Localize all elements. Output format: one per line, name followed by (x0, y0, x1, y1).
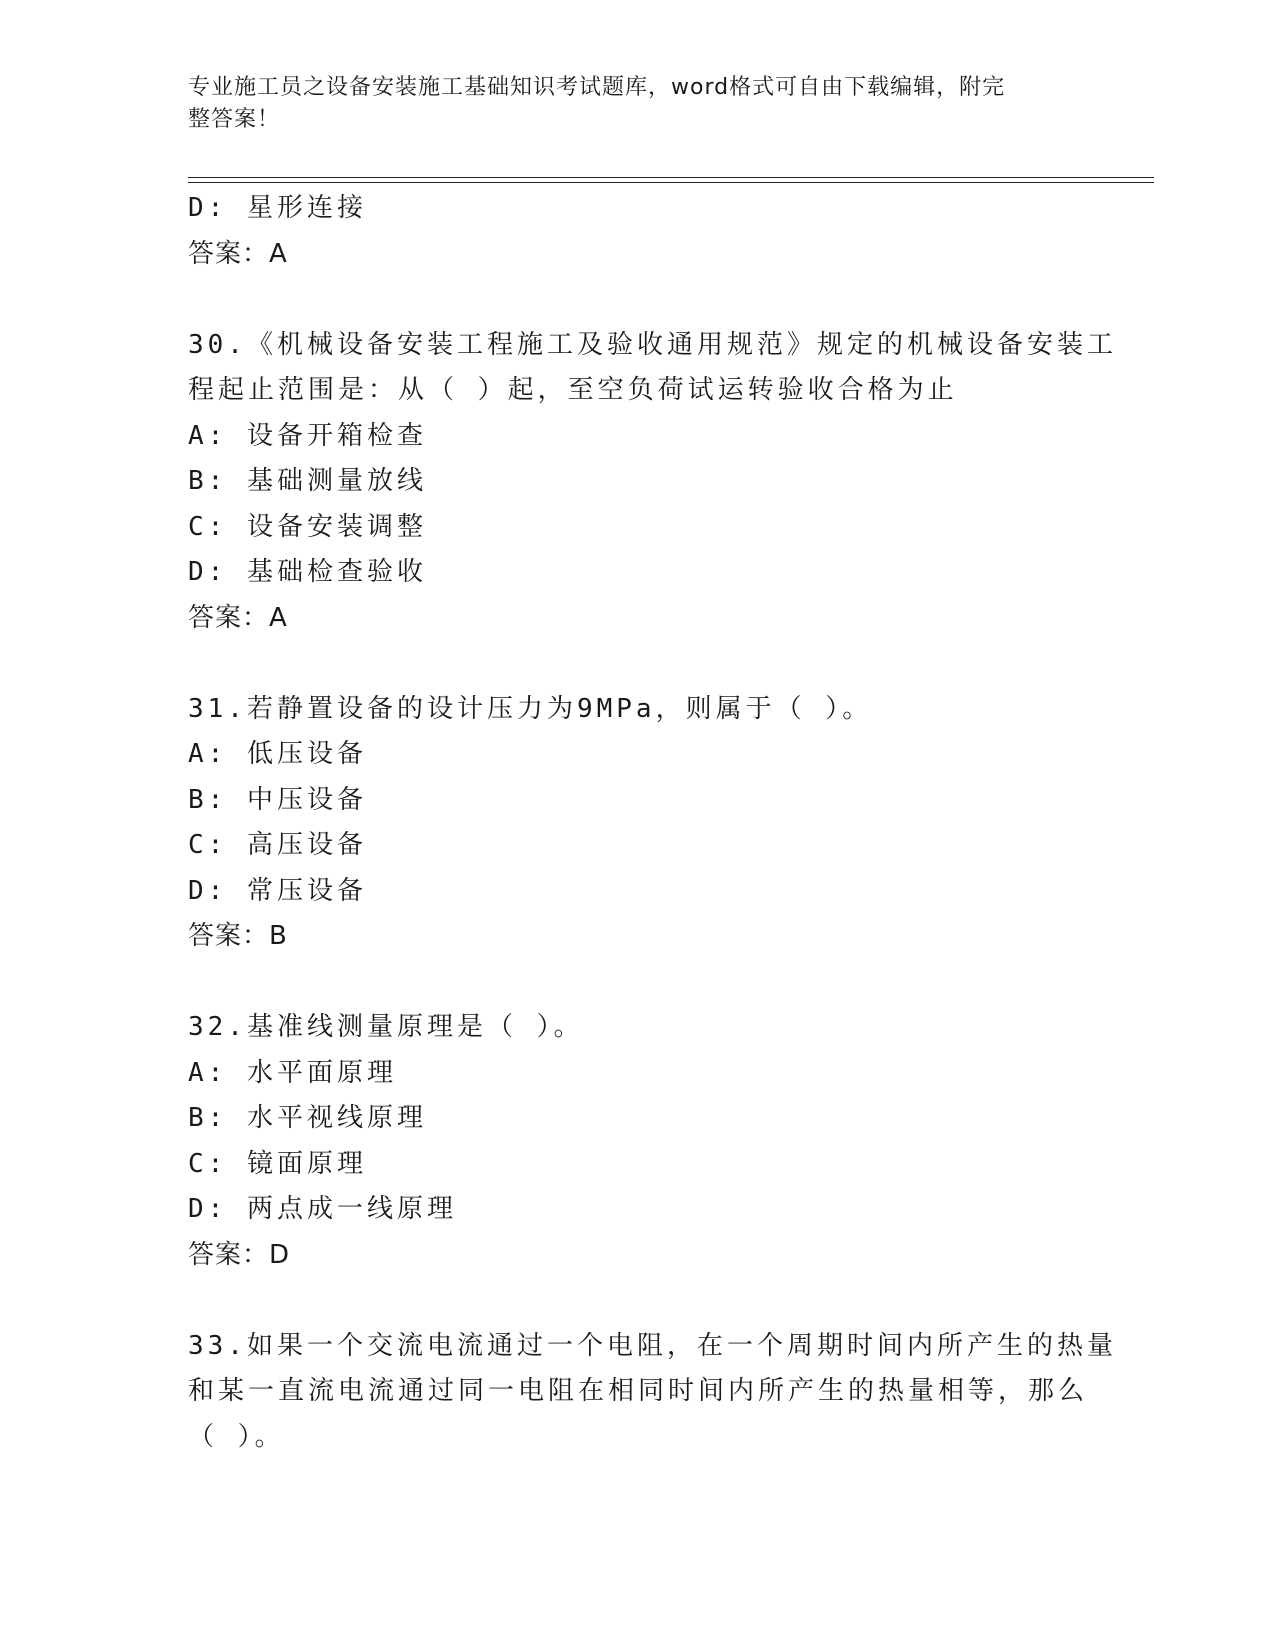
question-stem: 程起止范围是：从（ ）起，至空负荷试运转验收合格为止 (188, 375, 958, 405)
option-d: D: 两点成一线原理 (188, 1194, 457, 1224)
header-divider-top (188, 177, 1154, 178)
option-d: D: 星形连接 (188, 193, 367, 223)
option-b: B: 中压设备 (188, 784, 367, 815)
question-spacer (188, 960, 1088, 1006)
question-stem: 和某一直流电流通过同一电阻在相同时间内所产生的热量相等，那么 (188, 1376, 1089, 1406)
option-b: B: 水平视线原理 (188, 1103, 427, 1133)
question-29-tail (188, 186, 1088, 277)
answer-line: 答案：D (188, 1239, 291, 1270)
option-a: A: 低压设备 (188, 739, 367, 769)
option-a: A: 设备开箱检查 (188, 420, 427, 451)
question-stem: （ ）。 (188, 1421, 285, 1452)
option-b: B: 基础测量放线 (188, 466, 427, 496)
answer-line: 答案：A (188, 602, 288, 633)
question-list (188, 186, 1117, 1460)
header-line-2: 整答案！ (188, 107, 281, 132)
option-c: C: 镜面原理 (188, 1148, 367, 1179)
question-stem: 31.若静置设备的设计压力为9MPa，则属于（ ）。 (188, 693, 873, 724)
question-spacer (188, 1278, 1088, 1324)
option-c: C: 设备安装调整 (188, 511, 427, 542)
question-stem: 32.基准线测量原理是（ ）。 (188, 1012, 584, 1042)
header-divider-bottom (188, 182, 1154, 183)
option-d: D: 基础检查验收 (188, 557, 427, 587)
question-spacer (188, 641, 1088, 687)
header-line-1: 专业施工员之设备安装施工基础知识考试题库，word格式可自由下载编辑，附完 (188, 75, 1006, 100)
question-31 (188, 687, 1088, 960)
question-spacer (188, 277, 1088, 323)
document-header (188, 72, 1088, 136)
answer-line: 答案：A (188, 238, 288, 269)
option-c: C: 高压设备 (188, 830, 367, 860)
question-33 (188, 1324, 1117, 1461)
answer-line: 答案：B (188, 921, 288, 951)
option-a: A: 水平面原理 (188, 1057, 397, 1088)
option-d: D: 常压设备 (188, 875, 367, 906)
question-32 (188, 1005, 1088, 1278)
question-stem: 33.如果一个交流电流通过一个电阻，在一个周期时间内所产生的热量 (188, 1330, 1117, 1361)
question-stem: 30.《机械设备安装工程施工及验收通用规范》规定的机械设备安装工 (188, 329, 1117, 360)
question-30 (188, 323, 1117, 642)
